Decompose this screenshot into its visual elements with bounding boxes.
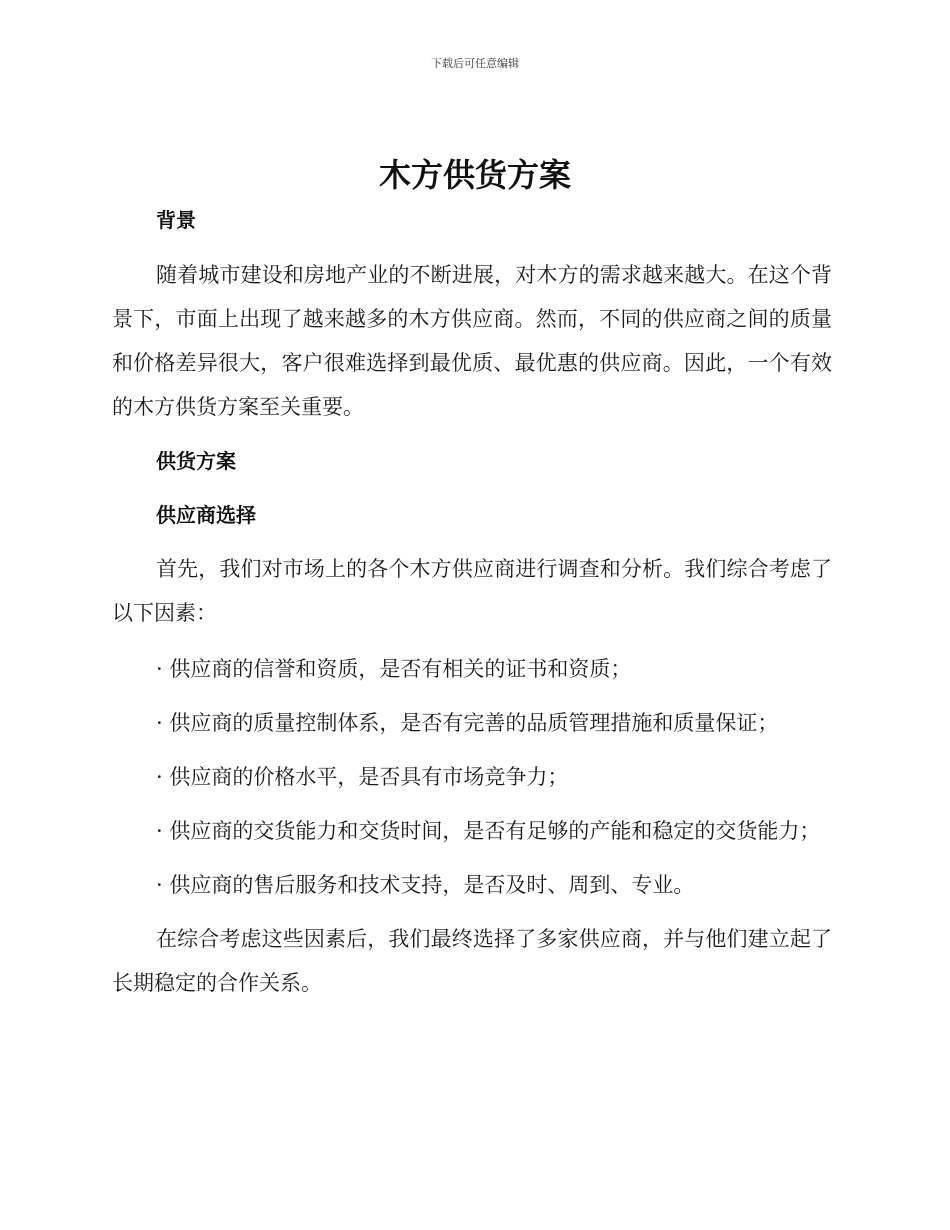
background-heading: 背景 (156, 208, 196, 232)
background-paragraph: 随着城市建设和房地产业的不断进展，对木方的需求越来越大。在这个背景下，市面上出现了越来越多的木方供应商。然而，不同的供应商之间的质量和价格差异很大，客户很难选择到最优质、最优惠的供应商。因此，一个有效的木方供货方案至关重要。 (112, 263, 832, 419)
criteria-bullet-service: · 供应商的售后服务和技术支持，是否及时、周到、专业。 (156, 873, 695, 897)
document-title: 木方供货方案 (378, 156, 571, 194)
criteria-bullet-quality: · 供应商的质量控制体系，是否有完善的品质管理措施和质量保证； (156, 711, 779, 735)
criteria-bullet-price: · 供应商的价格水平，是否具有市场竞争力； (156, 765, 569, 789)
supplier-selection-heading: 供应商选择 (156, 503, 256, 527)
document-body (112, 200, 832, 1005)
supply-plan-heading: 供货方案 (156, 449, 236, 473)
criteria-bullet-reputation: · 供应商的信誉和资质，是否有相关的证书和资质； (156, 657, 632, 681)
selection-intro-paragraph: 首先，我们对市场上的各个木方供应商进行调查和分析。我们综合考虑了以下因素： (112, 557, 832, 625)
header-note: 下载后可任意编辑 (431, 57, 519, 70)
criteria-bullet-delivery: · 供应商的交货能力和交货时间，是否有足够的产能和稳定的交货能力； (156, 819, 821, 843)
conclusion-paragraph: 在综合考虑这些因素后，我们最终选择了多家供应商，并与他们建立起了长期稳定的合作关系。 (112, 927, 832, 995)
